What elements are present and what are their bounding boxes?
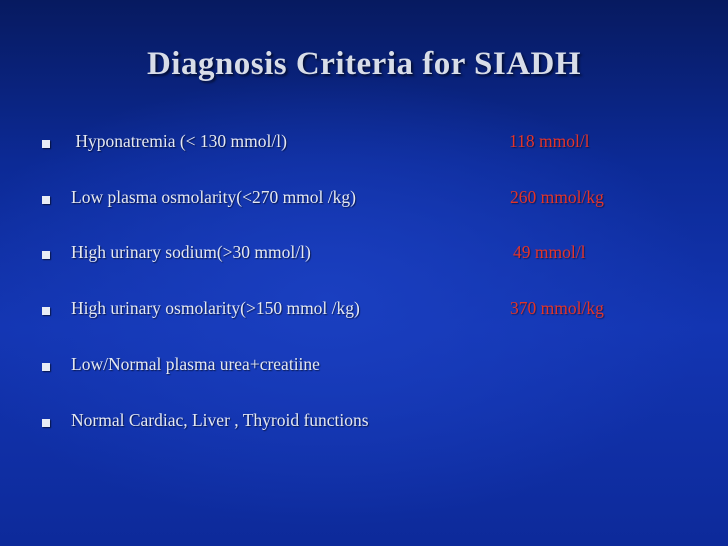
square-bullet-icon bbox=[42, 251, 50, 259]
criteria-item-hyponatremia bbox=[0, 131, 728, 161]
square-bullet-icon bbox=[42, 196, 50, 204]
criteria-label: Low/Normal plasma urea+creatiine bbox=[71, 354, 320, 374]
square-bullet-icon bbox=[42, 419, 50, 427]
slide-title: Diagnosis Criteria for SIADH bbox=[146, 46, 582, 82]
square-bullet-icon bbox=[42, 363, 50, 371]
criteria-label: Normal Cardiac, Liver , Thyroid functions bbox=[71, 410, 369, 430]
criteria-item-urinary-osmolarity bbox=[0, 298, 728, 328]
patient-value: 118 mmol/l bbox=[509, 131, 590, 151]
criteria-label: High urinary osmolarity(>150 mmol /kg) bbox=[71, 298, 360, 318]
patient-value: 370 mmol/kg bbox=[510, 298, 604, 318]
criteria-item-plasma-osmolarity bbox=[0, 187, 728, 217]
square-bullet-icon bbox=[42, 307, 50, 315]
patient-value: 260 mmol/kg bbox=[510, 187, 604, 207]
square-bullet-icon bbox=[42, 140, 50, 148]
criteria-label: Hyponatremia (< 130 mmol/l) bbox=[71, 131, 287, 151]
criteria-item-urea-creatinine bbox=[0, 354, 728, 384]
criteria-item-urinary-sodium bbox=[0, 242, 728, 272]
criteria-label: High urinary sodium(>30 mmol/l) bbox=[71, 242, 311, 262]
patient-value: 49 mmol/l bbox=[513, 242, 586, 262]
criteria-item-organ-functions bbox=[0, 410, 728, 440]
criteria-label: Low plasma osmolarity(<270 mmol /kg) bbox=[71, 187, 356, 207]
